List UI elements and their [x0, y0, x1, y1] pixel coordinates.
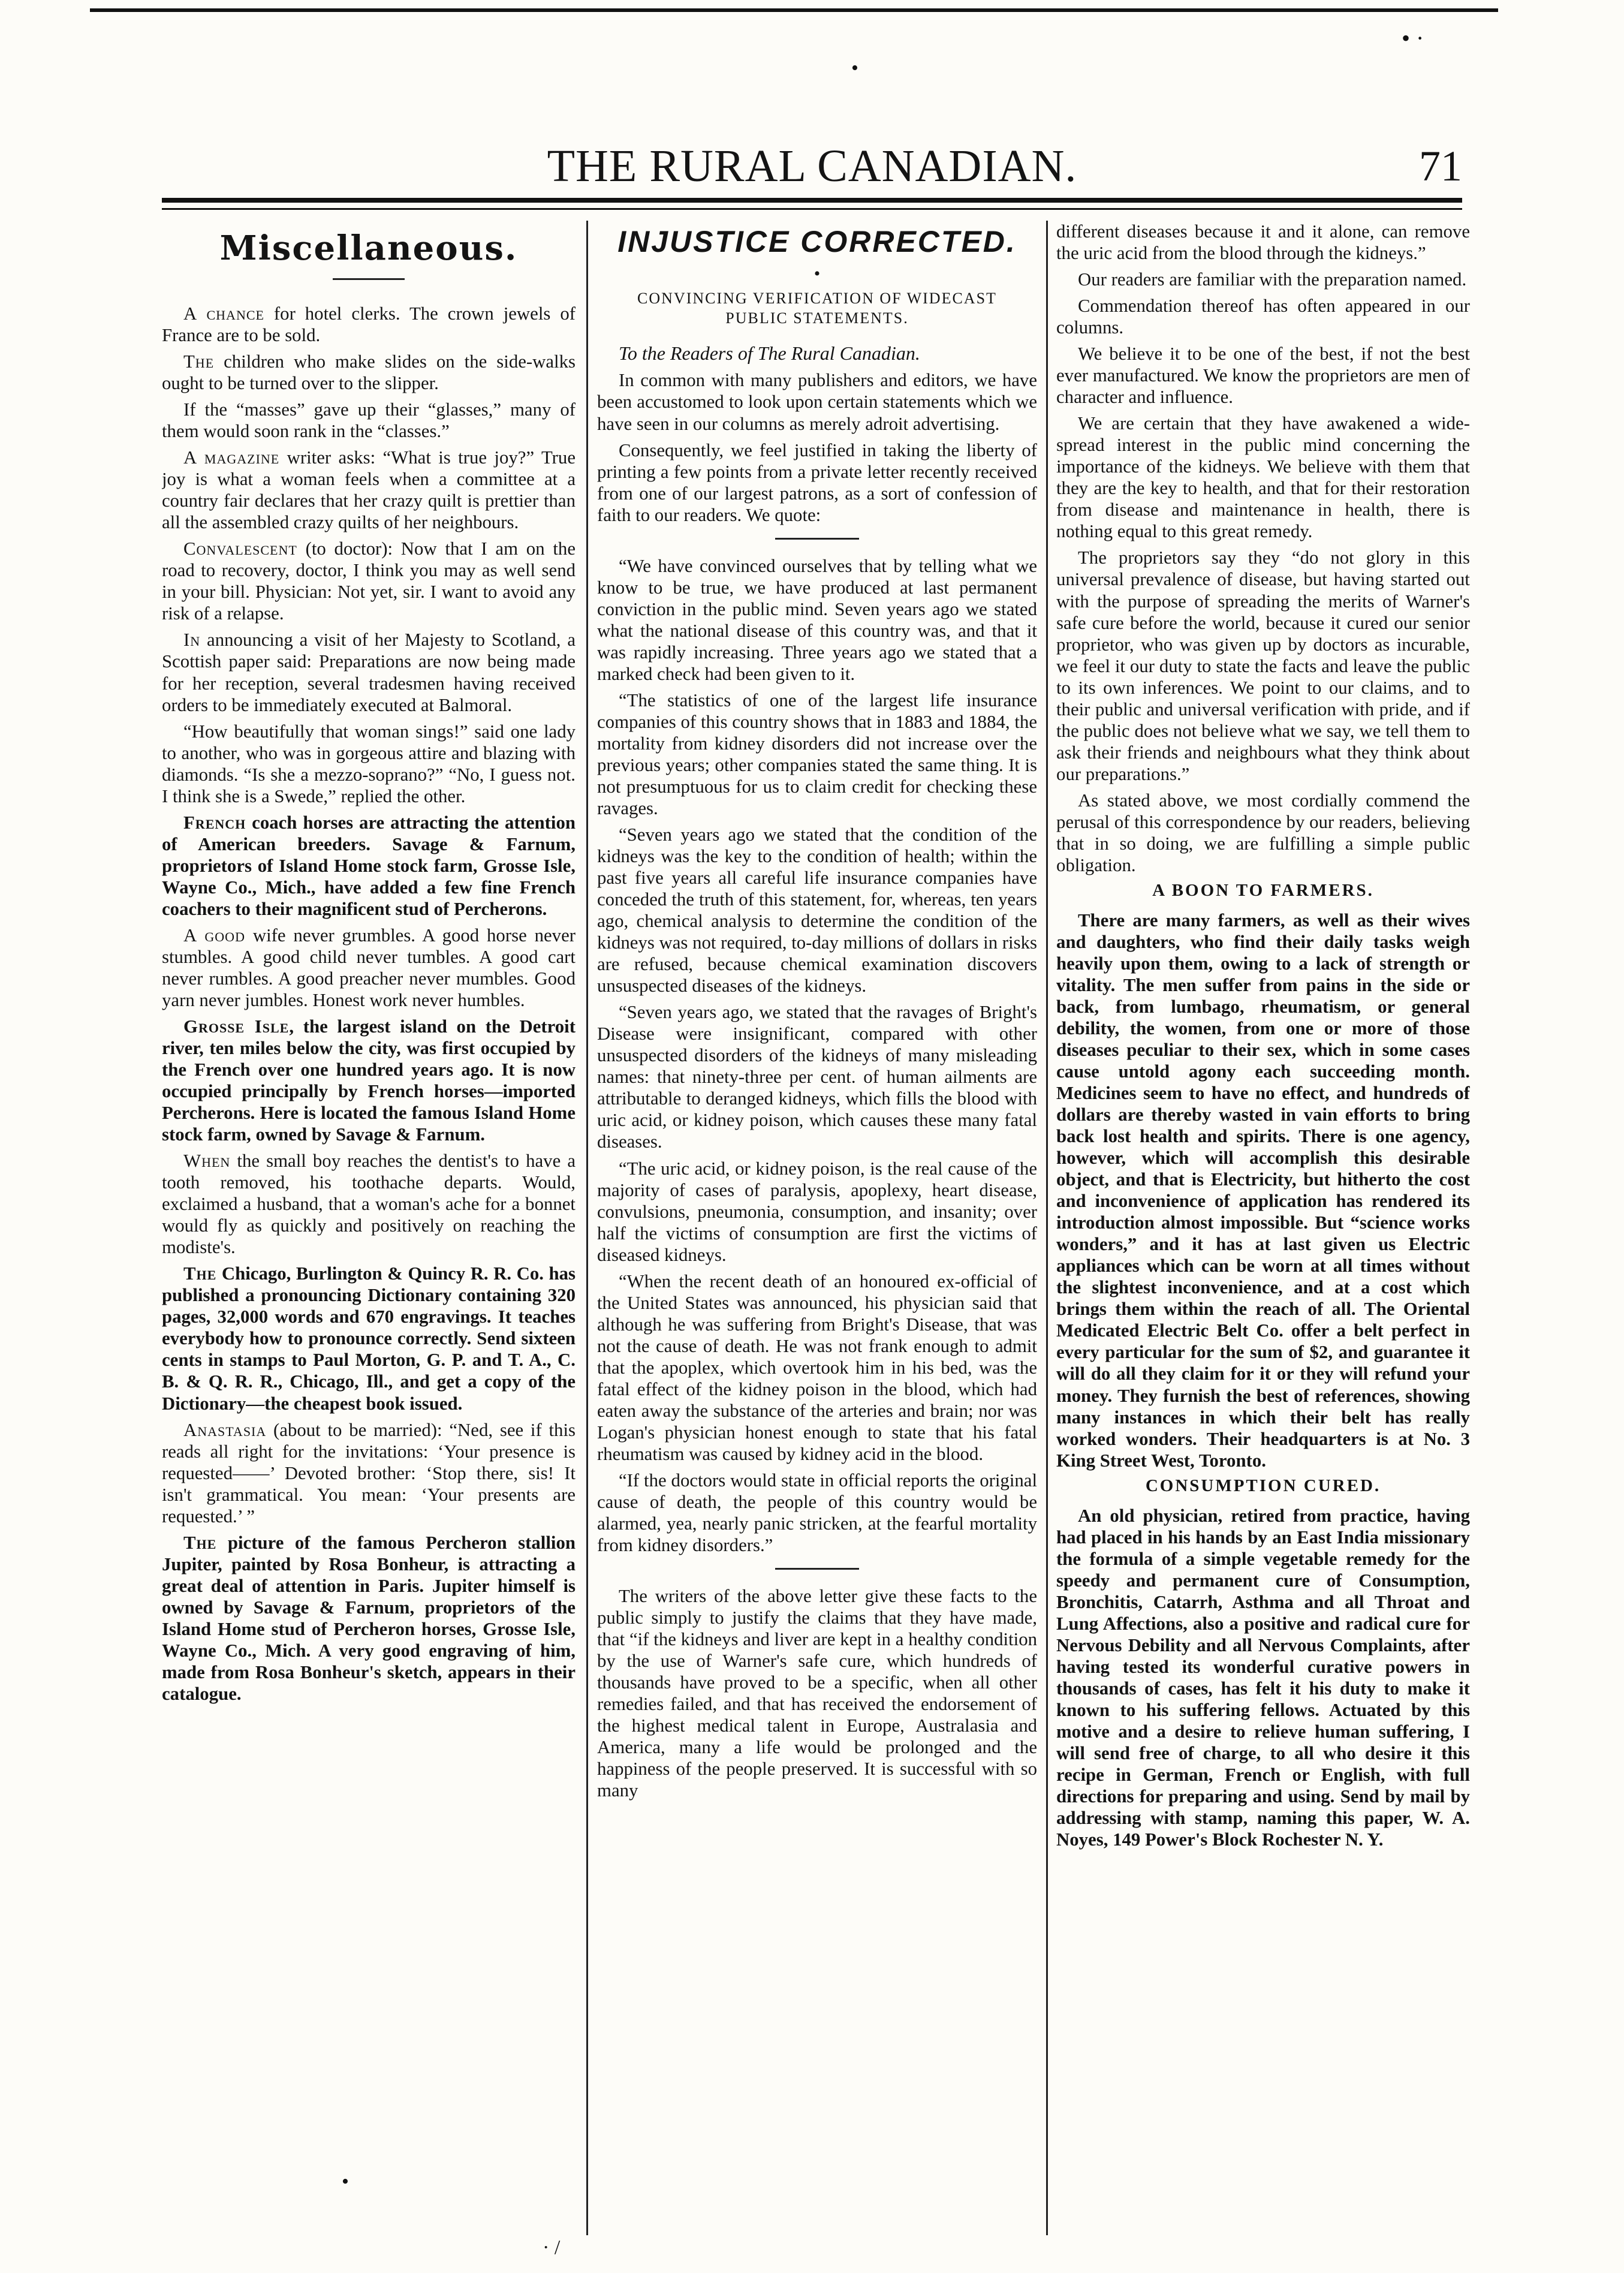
misc-item-text: announcing a visit of her Majesty to Scotland, a Scottish paper said: Preparations are now being made for her reception, several tradesmen having received orders to be immediately executed at Balmoral. [162, 630, 576, 715]
misc-item-text: If the “masses” gave up their “glasses,” many of them would soon rank in the “classes.” [162, 399, 576, 442]
miscellaneous-items [162, 303, 576, 1705]
misc-item-text: for hotel clerks. The crown jewels of France are to be sold. [162, 303, 576, 346]
misc-item [162, 538, 576, 624]
article-salutation: To the Readers of The Rural Canadian. [619, 342, 920, 364]
misc-item-lead: A magazine [183, 447, 280, 468]
article-paragraph: We are certain that they have awakened a wide-spread interest in the public mind concerning the importance of the kidneys. We believe with them that they are the key to health, and that for their restoration from disease and maintenance in health, there is nothing equal to this great remedy. [1056, 413, 1470, 542]
article-heading-boon-to-farmers: A BOON TO FARMERS. [1152, 880, 1374, 900]
heading-rule [333, 278, 405, 280]
misc-item [162, 1150, 576, 1258]
misc-item-text: writer asks: “What is true joy?” True joy is what a woman feels when a committee at a country fair declares that her crazy quilt is prettier than all the assembled crazy quilts of her neighbours. [162, 447, 576, 533]
misc-item-lead: French [183, 812, 246, 833]
misc-item [162, 1532, 576, 1705]
misc-item [162, 1263, 576, 1414]
misc-item-text: picture of the famous Percheron stallion Jupiter, painted by Rosa Bonheur, is attracting a great deal of attention in Paris. Jupiter himself is owned by Savage & Farnum, proprietors of the Island Home stud of Percheron horses, Grosse Isle, Wayne Co., Mich. A very good engraving of him, made from Rosa Bonheur's sketch, appears in their catalogue. [162, 1532, 576, 1704]
misc-item-text: (about to be married): “Ned, see if this reads all right for the invitations: ‘Your presence is requested——’ Devoted brother: ‘Stop there, sis! It isn't grammatical. You mean: ‘Your presents are requested.’ ” [162, 1419, 576, 1527]
masthead-rule-thin [162, 208, 1462, 210]
misc-item [162, 1016, 576, 1145]
misc-item-lead: A good [183, 925, 245, 946]
article-paragraph: Consequently, we feel justified in taking the liberty of printing a few points from a private letter recently received from one of our largest patrons, as a sort of confession of faith to our readers. We quote: [597, 439, 1037, 525]
misc-item [162, 447, 576, 533]
misc-item-text: wife never grumbles. A good horse never stumbles. A good child never tumbles. A good cart never rumbles. A good preacher never mumbles. Good yarn never jumbles. Honest work never humbles. [162, 925, 576, 1010]
article-body [597, 369, 1037, 1801]
section-separator [775, 538, 859, 540]
misc-item [162, 303, 576, 346]
misc-item [162, 925, 576, 1011]
misc-item-lead: The [183, 351, 215, 372]
column-divider [1046, 221, 1048, 2235]
misc-item [162, 629, 576, 715]
consumption-cured-text: An old physician, retired from practice, having had placed in his hands by an East India missionary the formula of a simple vegetable remedy for the speedy and permanent cure of Consumption, Bronchitis, Catarrh, Asthma and all Throat and Lung Affections, also a positive and radical cure for Nervous Debility and all Nervous Complaints, after having tested its wonderful curative powers in thousands of cases, has felt it his duty to make it known to his suffering fellows. Actuated by this motive and a desire to relieve human suffering, I will send free of charge, to all who desire it this recipe in German, French or English, with full directions for preparing and using. Send by mail by addressing with stamp, naming this paper, W. A. Noyes, 149 Power's Block Rochester N. Y. [1056, 1505, 1470, 1850]
article-paragraph: Our readers are familiar with the preparation named. [1078, 269, 1467, 290]
article-paragraph: In common with many publishers and editors, we have been accustomed to look upon certain statements which we have seen in our columns as merely adroit advertising. [597, 370, 1037, 434]
masthead [162, 139, 1462, 193]
misc-item-lead: In [183, 630, 201, 651]
top-border-rule [90, 8, 1498, 12]
column-continued [1056, 221, 1470, 2235]
misc-item-lead: Anastasia [183, 1419, 267, 1440]
article-paragraph: Commendation thereof has often appeared in our columns. [1056, 296, 1470, 338]
misc-item-text: “How beautifully that woman sings!” said one lady to another, who was in gorgeous attire and blazing with diamonds. “Is she a mezzo-soprano?” “No, I guess not. I think she is a Swede,” replied the other. [162, 721, 576, 806]
ornament-dot: • [813, 264, 821, 284]
misc-item-text: the small boy reaches the dentist's to have a tooth removed, his toothache departs. Would, exclaimed a husband, that a woman's ache for a bonnet would fly as quickly and positively on reaching the modiste's. [162, 1151, 576, 1258]
article-continuation [1056, 221, 1470, 876]
section-heading-miscellaneous: Miscellaneous. [219, 228, 518, 268]
article-paragraph: “The statistics of one of the largest life insurance companies of this country shows that in 1883 and 1884, the mortality from kidney disorders did not increase over the previous years; other companies stated the same thing. It is not presumptuous for us to claim credit for checking these ravages. [597, 690, 1037, 818]
misc-item-lead: Convalescent [183, 538, 297, 559]
article-subheading: CONVINCING VERIFICATION OF WIDECAST PUBLIC STATEMENTS. [637, 290, 997, 327]
misc-item [162, 1419, 576, 1527]
misc-item [162, 351, 576, 394]
boon-to-farmers-text: There are many farmers, as well as their wives and daughters, who find their daily tasks weigh heavily upon them, owing to a lack of strength or vitality. The men suffer from pains in the side or back, from lumbago, rheumatism, or general debility, the women, from one or more of those diseases peculiar to their sex, which in some cases cause untold agony each succeeding month. Medicines seem to have no effect, and hundreds of dollars are thereby wasted in vain efforts to bring back lost health and spirits. There is one agency, however, which will accomplish this desirable object, and that is Electricity, but hitherto the cost and inconvenience of application has rendered its introduction almost impossible. But “science works wonders,” and it has at last given us Electric appliances which can be worn at all times without the slightest inconvenience, and at a cost which brings them within the reach of all. The Oriental Medicated Electric Belt Co. offer a belt perfect in every particular for the sum of $2, and guarantee it will do all they claim for it or they will refund your money. They furnish the best of references, showing many instances in which their belt has really worked wonders. Their headquarters is at No. 3 King Street West, Toronto. [1056, 910, 1470, 1471]
article-paragraph: “Seven years ago we stated that the condition of the kidneys was the key to the condition of health; within the past five years all careful life insurance companies have conceded the truth of this statement, for, whereas, ten years ago, chemical analysis to determine the condition of the kidneys was not required, to-day millions of dollars in risks are refused, because chemical examination discovers unsuspected diseases of the kidneys. [597, 824, 1037, 996]
misc-item-lead: The [183, 1532, 217, 1553]
column-miscellaneous [162, 221, 576, 2235]
article-paragraph: “When the recent death of an honoured ex-official of the United States was announced, his physician said that although he was suffering from Bright's Disease, that was not the cause of death. He was not frank enough to admit that the apoplex, which overtook him in his bed, was the fatal effect of the kidney poison in the blood, which had eaten away the substance of the arteries and brain; nor was Logan's physician honest enough to state that his fatal rheumatism was caused by kidney acid in the blood. [597, 1271, 1037, 1464]
article-paragraph: “The uric acid, or kidney poison, is the real cause of the majority of cases of paralysis, apoplexy, heart disease, convulsions, pneumonia, consumption, and insanity; over half the victims of consumption are first the victims of diseased kidneys. [597, 1158, 1037, 1265]
print-speck: • [851, 57, 858, 79]
article-heading-injustice-corrected: INJUSTICE CORRECTED. [617, 225, 1017, 258]
section-separator [775, 1568, 859, 1570]
newspaper-title: THE RURAL CANADIAN. [547, 141, 1077, 191]
print-speck: • [342, 2170, 349, 2193]
print-speck: · / [543, 2236, 561, 2259]
misc-item-text: (to doctor): Now that I am on the road to recovery, doctor, I think you may as well send in your bill. Physician: Not yet, sir. I want to avoid any risk of a relapse. [162, 538, 576, 624]
print-speck: • · [1402, 25, 1424, 52]
article-heading-consumption-cured: CONSUMPTION CURED. [1145, 1476, 1381, 1495]
misc-item-text: children who make slides on the side-walks ought to be turned over to the slipper. [162, 351, 576, 394]
page-number: 71 [1419, 142, 1462, 190]
misc-item-lead: A chance [183, 303, 264, 324]
column-injustice-corrected [597, 221, 1037, 2235]
article-paragraph: “If the doctors would state in official reports the original cause of death, the people of this country would be alarmed, yea, nearly panic stricken, at the fearful mortality from kidney disorders.” [597, 1470, 1037, 1556]
masthead-rule-thick [162, 198, 1462, 203]
misc-item [162, 399, 576, 442]
misc-item-lead: When [183, 1151, 231, 1172]
article-paragraph: “We have convinced ourselves that by telling what we know to be true, we have produced at last permanent conviction in the public mind. Seven years ago we stated what the national disease of this country was, and that it was rapidly increasing. Three years ago we stated that a marked check had been given to it. [597, 555, 1037, 684]
misc-item-text: coach horses are attracting the attention of American breeders. Savage & Farnum, proprietors of Island Home stock farm, Grosse Isle, Wayne Co., Mich., have added a few fine French coachers to their magnificent stud of Percherons. [162, 812, 576, 919]
article-paragraph: “Seven years ago, we stated that the ravages of Bright's Disease were insignificant, compared with other unsuspected disorders of the kidneys of many misleading names: that ninety-three per cent. of human ailments are attributable to deranged kidneys, which fills the blood with uric acid, or kidney poison, which causes these many fatal diseases. [597, 1002, 1037, 1152]
misc-item [162, 812, 576, 920]
misc-item-lead: Grosse Isle [183, 1016, 290, 1037]
misc-item-text: , the largest island on the Detroit river, ten miles below the city, was first occupied by the French over one hundred years ago. It is now occupied principally by French horses—imported Percherons. Here is located the famous Island Home stock farm, owned by Savage & Farnum. [162, 1016, 576, 1145]
article-paragraph: We believe it to be one of the best, if not the best ever manufactured. We know the proprietors are men of character and influence. [1056, 344, 1470, 408]
article-paragraph: As stated above, we most cordially commend the perusal of this correspondence by our readers, believing that in so doing, we are fulfilling a simple public obligation. [1056, 790, 1470, 875]
misc-item-lead: The [183, 1263, 217, 1284]
misc-item-text: Chicago, Burlington & Quincy R. R. Co. has published a pronouncing Dictionary containing 320 pages, 32,000 words and 670 engravings. It teaches everybody how to pronounce correctly. Send sixteen cents in stamps to Paul Morton, G. P. and T. A., C. B. & Q. R. R., Chicago, Ill., and get a copy of the Dictionary—the cheapest book issued. [162, 1263, 576, 1414]
article-paragraph: different diseases because it and it alone, can remove the uric acid from the blood through the kidneys.” [1056, 221, 1470, 264]
article-paragraph: The writers of the above letter give these facts to the public simply to justify the claims that they have made, that “if the kidneys and liver are kept in a healthy condition by the use of Warner's safe cure, which hundreds of thousands have proved to be a specific, when all other remedies failed, and that has received the endorsement of the highest medical talent in Europe, Australasia and America, many a life would be prolonged and the happiness of the people preserved. It is successful with so many [597, 1586, 1037, 1801]
misc-item [162, 721, 576, 807]
article-paragraph: The proprietors say they “do not glory in this universal prevalence of disease, but having started out with the purpose of spreading the merits of Warner's safe cure before the world, because it cured our senior proprietor, who was given up by doctors as incurable, we feel it our duty to state the facts and leave the public to its own inferences. We point to our claims, and to their public and universal verification with pride, and if the public does not believe what we say, we tell them to ask their friends and neighbours what they think about our preparations.” [1056, 547, 1470, 784]
column-divider [586, 221, 588, 2235]
